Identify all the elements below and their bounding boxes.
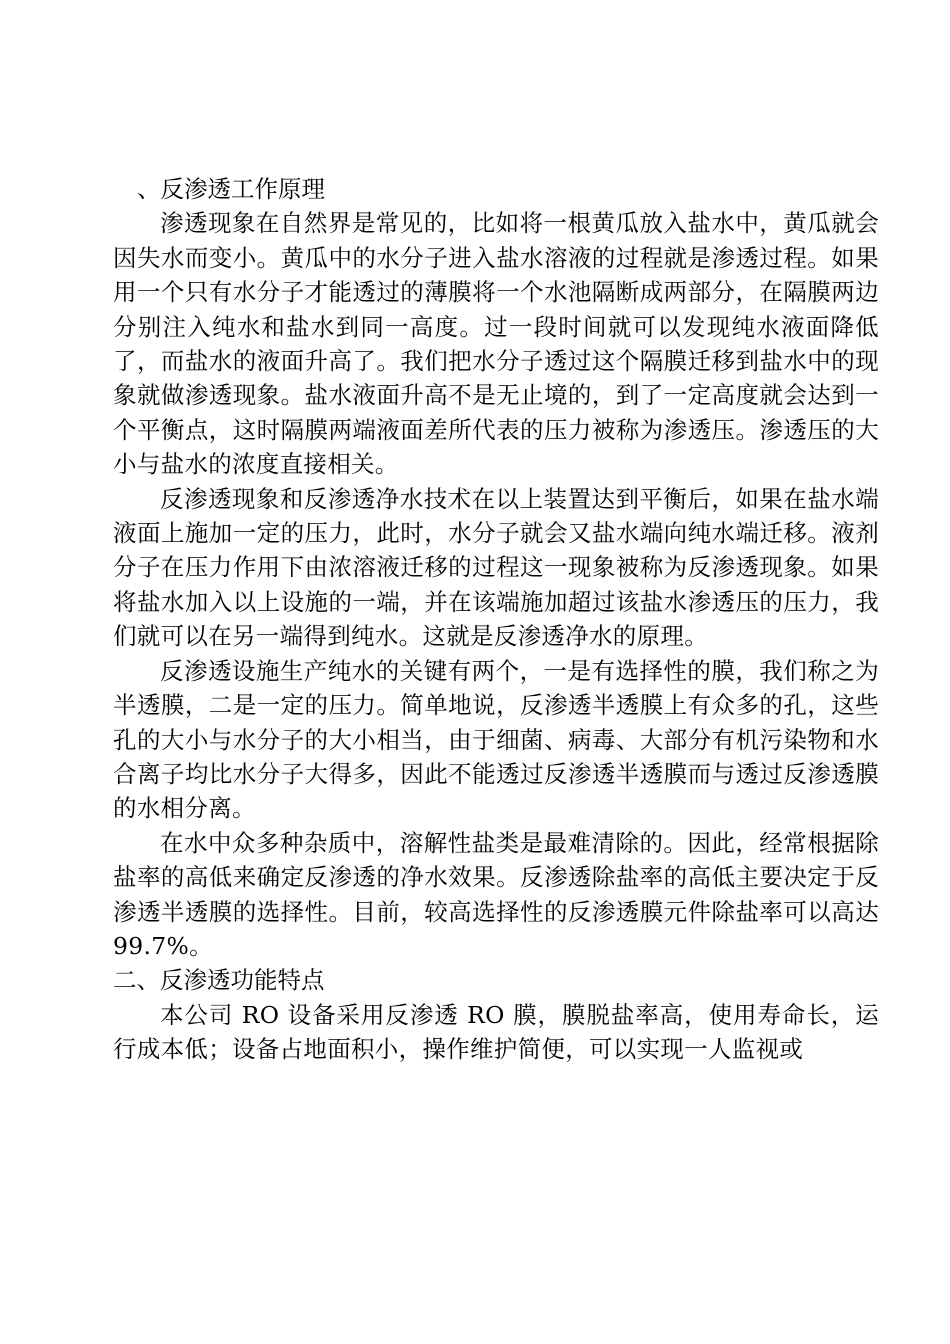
document-page: [113, 172, 879, 1067]
section-heading-features: 二、反渗透功能特点: [113, 966, 325, 995]
section-heading-principle: 、反渗透工作原理: [137, 175, 325, 203]
paragraph-key-factors: 反渗透设施生产纯水的关键有两个，一是有选择性的膜，我们称之为半透膜，二是一定的压力。简单地说，反渗透半透膜上有众多的孔，这些孔的大小与水分子的大小相当，由于细菌、病毒、大部分有机污染物和水合离子均比水分子大得多，因此不能透过反渗透半透膜而与透过反渗透膜的水相分离。: [113, 656, 879, 823]
paragraph-reverse-osmosis: 反渗透现象和反渗透净水技术在以上装置达到平衡后，如果在盐水端液面上施加一定的压力，此时，水分子就会又盐水端向纯水端迁移。液剂分子在压力作用下由浓溶液迁移的过程这一现象被称为反渗透现象。如果将盐水加入以上设施的一端，并在该端施加超过该盐水渗透压的压力，我们就可以在另一端得到纯水。这就是反渗透净水的原理。: [113, 484, 879, 651]
paragraph-desalination-rate: 在水中众多种杂质中，溶解性盐类是最难清除的。因此，经常根据除盐率的高低来确定反渗透的净水效果。反渗透除盐率的高低主要决定于反渗透半透膜的选择性。目前，较高选择性的反渗透膜元件除盐率可以高达 99.7%。: [113, 828, 879, 960]
paragraph-osmosis: 渗透现象在自然界是常见的，比如将一根黄瓜放入盐水中，黄瓜就会因失水而变小。黄瓜中的水分子进入盐水溶液的过程就是渗透过程。如果用一个只有水分子才能透过的薄膜将一个水池隔断成两部分，在隔膜两边分别注入纯水和盐水到同一高度。过一段时间就可以发现纯水液面降低了，而盐水的液面升高了。我们把水分子透过这个隔膜迁移到盐水中的现象就做渗透现象。盐水液面升高不是无止境的，到了一定高度就会达到一个平衡点，这时隔膜两端液面差所代表的压力被称为渗透压。渗透压的大小与盐水的浓度直接相关。: [113, 209, 879, 479]
paragraph-ro-equipment: 本公司 RO 设备采用反渗透 RO 膜，膜脱盐率高，使用寿命长，运行成本低；设备占地面积小，操作维护简便，可以实现一人监视或: [113, 1000, 879, 1064]
